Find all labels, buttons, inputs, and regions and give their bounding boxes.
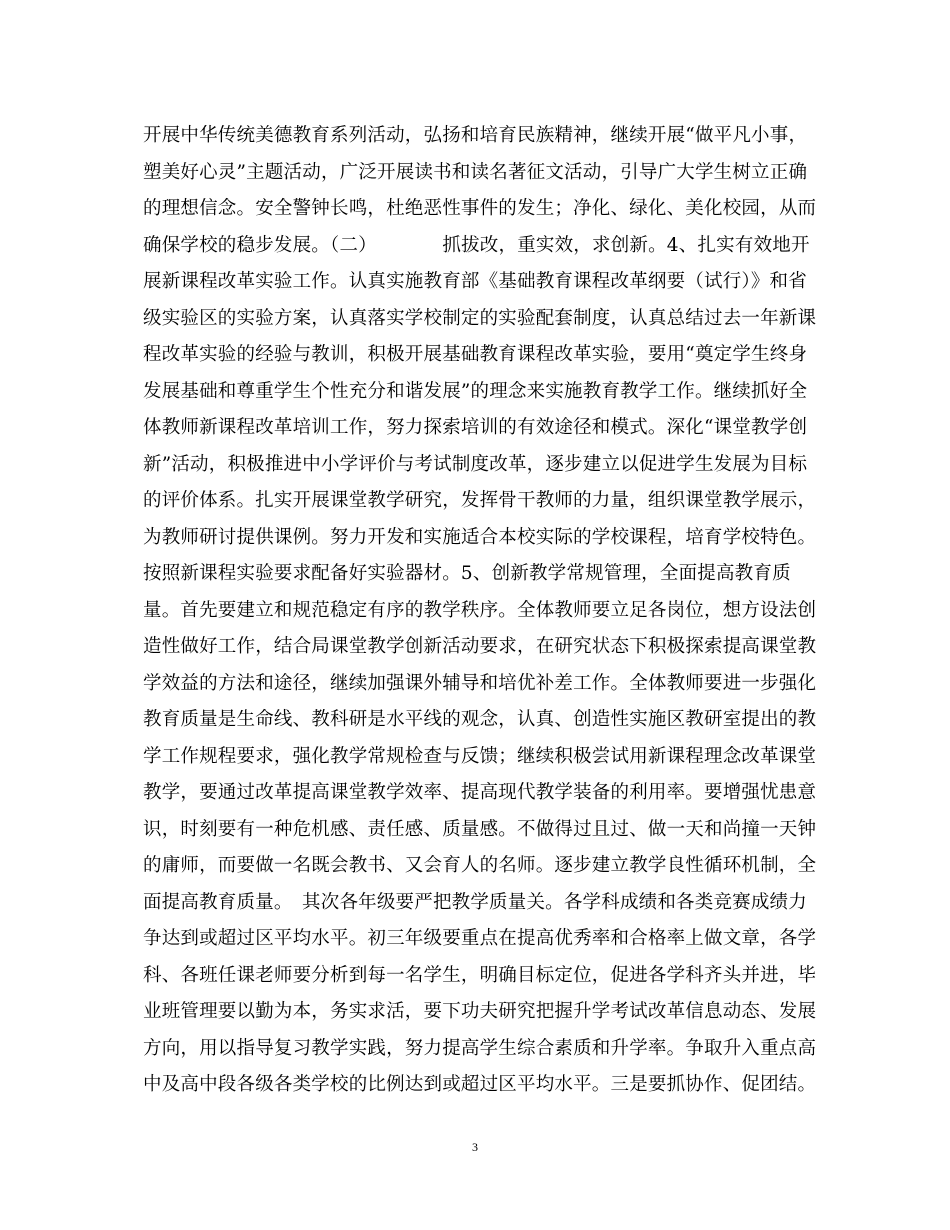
text-line: 量。首先要建立和规范稳定有序的教学秩序。全体教师要立足各岗位，想方设法创 bbox=[143, 599, 817, 621]
text-line: 的评价体系。扎实开展课堂教学研究，发挥骨干教师的力量，组织课堂教学展示， bbox=[143, 490, 817, 511]
text-line: 开展中华传统美德教育系列活动，弘扬和培育民族精神，继续开展“做平凡小事， bbox=[143, 125, 808, 146]
text-line: 识，时刻要有一种危机感、责任感、质量感。不做得过且过、做一天和尚撞一天钟 bbox=[143, 818, 817, 840]
text-line: 展新课程改革实验工作。认真实施教育部《基础教育课程改革纲要（试行）》和省 bbox=[143, 271, 807, 292]
text-line: 教育质量是生命线、教科研是水平线的观念，认真、创造性实施区教研室提出的教 bbox=[143, 709, 817, 730]
text-line: 级实验区的实验方案，认真落实学校制定的实验配套制度，认真总结过去一年新课 bbox=[143, 307, 817, 329]
text-line: 争达到或超过区平均水平。初三年级要重点在提高优秀率和合格率上做文章，各学 bbox=[143, 928, 817, 949]
text-line: 发展基础和尊重学生个性充分和谐发展”的理念来实施教育教学工作。继续抓好全 bbox=[143, 380, 808, 402]
text-line: 为教师研讨提供课例。努力开发和实施适合本校实际的学校课程，培育学校特色。 bbox=[143, 526, 817, 548]
text-line: 面提高教育质量。 其次各年级要严把教学质量关。各学科成绩和各类竞赛成绩力 bbox=[143, 891, 807, 913]
text-line: 体教师新课程改革培训工作，努力探索培训的有效途径和模式。深化“课堂教学创 bbox=[143, 417, 808, 438]
text-line: 学工作规程要求，强化教学常规检查与反馈；继续积极尝试用新课程理念改革课堂 bbox=[143, 745, 817, 767]
text-line: 业班管理要以勤为本，务实求活，要下功夫研究把握升学考试改革信息动态、发展 bbox=[143, 1001, 817, 1022]
text-line: 科、各班任课老师要分析到每一名学生，明确目标定位，促进各学科齐头并进，毕 bbox=[143, 964, 817, 986]
text-line: 教学，要通过改革提高课堂教学效率、提高现代教学装备的利用率。要增强忧患意 bbox=[143, 782, 817, 803]
body-text bbox=[143, 118, 817, 1104]
text-line: 造性做好工作，结合局课堂教学创新活动要求，在研究状态下积极探索提高课堂教 bbox=[143, 636, 817, 657]
text-line: 按照新课程实验要求配备好实验器材。5、创新教学常规管理，全面提高教育质 bbox=[143, 563, 791, 584]
text-line: 方向，用以指导复习教学实践，努力提高学生综合素质和升学率。争取升入重点高 bbox=[143, 1037, 817, 1059]
text-line: 的理想信念。安全警钟长鸣，杜绝恶性事件的发生；净化、绿化、美化校园，从而 bbox=[143, 198, 817, 219]
text-line: 新”活动，积极推进中小学评价与考试制度改革，逐步建立以促进学生发展为目标 bbox=[143, 453, 808, 475]
text-line: 中及高中段各级各类学校的比例达到或超过区平均水平。三是要抓协作、促团结。 bbox=[143, 1074, 817, 1095]
page-number: 3 bbox=[472, 1140, 478, 1154]
text-line: 程改革实验的经验与教训，积极开展基础教育课程改革实验，要用“奠定学生终身 bbox=[143, 344, 808, 365]
text-line: 确保学校的稳步发展。（二） 抓拔改，重实效，求创新。4、扎实有效地开 bbox=[143, 234, 810, 256]
text-line: 塑美好心灵”主题活动，广泛开展读书和读名著征文活动，引导广大学生树立正确 bbox=[143, 161, 808, 183]
text-line: 学效益的方法和途径，继续加强课外辅导和培优补差工作。全体教师要进一步强化 bbox=[143, 672, 817, 694]
text-line: 的庸师，而要做一名既会教书、又会育人的名师。逐步建立教学良性循环机制，全 bbox=[143, 855, 817, 876]
